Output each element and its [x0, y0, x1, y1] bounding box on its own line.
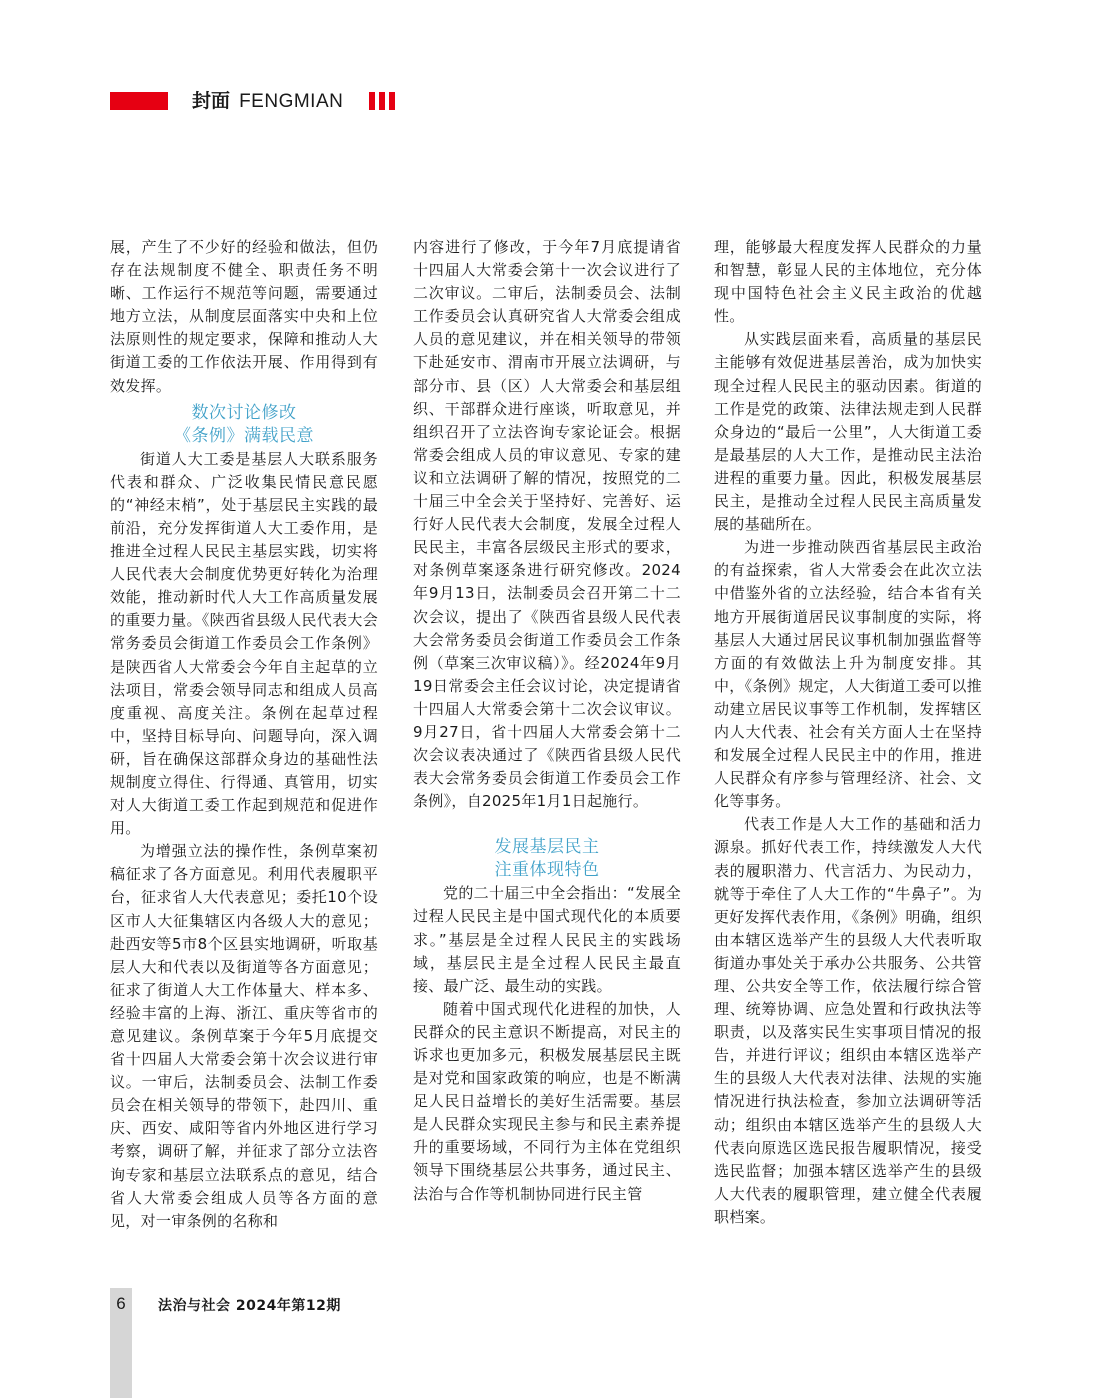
paragraph: 随着中国式现代化进程的加快，人民群众的民主意识不断提高，对民主的诉求也更加多元，积极发展基层民主既是对党和国家政策的响应，也是不断满足人民日益增长的美好生活需要。基层是人民群众实现民主参与和民主素养提升的重要场域，不同行为主体在党组织领导下围绕基层公共事务，通过民主、法治与合作等机制协同进行民主管: [413, 999, 681, 1203]
article-column-3: [714, 236, 982, 1229]
paragraph: 为增强立法的操作性，条例草案初稿征求了各方面意见。利用代表履职平台，征求省人大代表意见；委托10个设区市人大征集辖区内各级人大的意见；赴西安等5市8个区县实地调研，听取基层人大和代表以及街道等各方面意见；征求了街道人大工作体量大、样本多、经验丰富的上海、浙江、重庆等省市的意见建议。条例草案于今年5月底提交省十四届人大常委会第十次会议进行审议。一审后，法制委员会、法制工作委员会在相关领导的带领下，赴四川、重庆、西安、咸阳等省内外地区进行学习考察，调研了解，并征求了部分立法咨询专家和基层立法联系点的意见，结合省人大常委会组成人员等各方面的意见，对一审条例的名称和: [110, 842, 378, 1230]
section-heading: [110, 402, 378, 448]
section-heading-line1: 发展基层民主: [494, 837, 600, 858]
paragraph: 从实践层面来看，高质量的基层民主能够有效促进基层善治，成为加快实现全过程人民民主的驱动因素。街道的工作是党的政策、法律法规走到人民群众身边的“最后一公里”，人大街道工委是最基层的人大工作，是推动民主法治进程的重要力量。因此，积极发展基层民主，是推动全过程人民民主高质量发展的基础所在。: [714, 330, 982, 534]
paragraph: 内容进行了修改，于今年7月底提请省十四届人大常委会第十一次会议进行了二次审议。二审后，法制委员会、法制工作委员会认真研究省人大常委会组成人员的意见建议，并在相关领导的带领下赴延安市、渭南市开展立法调研，与部分市、县（区）人大常委会和基层组织、干部群众进行座谈，听取意见，并组织召开了立法咨询专家论证会。根据常委会组成人员的审议意见、专家的建议和立法调研了解的情况，按照党的二十届三中全会关于坚持好、完善好、运行好人民代表大会制度，发展全过程人民民主，丰富各层级民主形式的要求，对条例草案逐条进行研究修改。2024年9月13日，法制委员会召开第二十二次会议，提出了《陕西省县级人民代表大会常务委员会街道工作委员会工作条例（草案三次审议稿）》。经2024年9月19日常委会主任会议讨论，决定提请省十四届人大常委会第十二次会议审议。9月27日，省十四届人大常委会第十二次会议表决通过了《陕西省县级人民代表大会常务委员会街道工作委员会工作条例》，自2025年1月1日起施行。: [413, 238, 681, 811]
journal-issue-label: 法治与社会 2024年第12期: [158, 1298, 341, 1314]
paragraph: 理，能够最大程度发挥人民群众的力量和智慧，彰显人民的主体地位，充分体现中国特色社会主义民主政治的优越性。: [714, 238, 982, 326]
section-title-en: FENGMIAN: [239, 91, 344, 112]
section-header: [110, 90, 410, 112]
paragraph: 代表工作是人大工作的基础和活力源泉。抓好代表工作，持续激发人大代表的履职潜力、代言活力、为民动力，就等于牵住了人大工作的“牛鼻子”。为更好发挥代表作用，《条例》明确，组织由本辖区选举产生的县级人大代表听取街道办事处关于承办公共服务、公共管理、公共安全等工作，依法履行综合管理、统筹协调、应急处置和行政执法等职责，以及落实民生实事项目情况的报告，并进行评议；组织由本辖区选举产生的县级人大代表对法律、法规的实施情况进行执法检查，参加立法调研等活动；组织由本辖区选举产生的县级人大代表向原选区选民报告履职情况，接受选民监督；加强本辖区选举产生的县级人大代表的履职管理，建立健全代表履职档案。: [714, 815, 982, 1226]
page-number: 6: [116, 1294, 126, 1313]
section-title: [192, 90, 343, 113]
section-heading-line1: 数次讨论修改: [191, 402, 297, 423]
article-column-1: [110, 236, 378, 1233]
article-column-2: [413, 236, 681, 1206]
header-stripes-decoration: [369, 92, 395, 110]
section-heading: [413, 836, 681, 882]
section-title-cn: 封面: [192, 90, 231, 112]
section-heading-line2: 注重体现特色: [494, 860, 600, 881]
paragraph: 党的二十届三中全会指出：“发展全过程人民民主是中国式现代化的本质要求。”基层是全过程人民民主的实践场域，基层民主是全过程人民民主最直接、最广泛、最生动的实践。: [413, 884, 681, 995]
paragraph: 为进一步推动陕西省基层民主政治的有益探索，省人大常委会在此次立法中借鉴外省的立法经验，结合本省有关地方开展街道居民议事制度的实际，将基层人大通过居民议事机制加强监督等方面的有效做法上升为制度安排。其中，《条例》规定，人大街道工委可以推动建立居民议事等工作机制，发挥辖区内人大代表、社会有关方面人士在坚持和发展全过程人民民主中的作用，推进人民群众有序参与管理经济、社会、文化等事务。: [714, 538, 982, 811]
header-red-bar: [110, 92, 168, 110]
section-heading-line2: 《条例》满载民意: [174, 425, 314, 446]
paragraph: 街道人大工委是基层人大联系服务代表和群众、广泛收集民情民意民愿的“神经末梢”，处于基层民主实践的最前沿，充分发挥街道人大工委作用，是推进全过程人民民主基层实践，切实将人民代表大会制度优势更好转化为治理效能，推动新时代人大工作高质量发展的重要力量。《陕西省县级人民代表大会常务委员会街道工作委员会工作条例》是陕西省人大常委会今年自主起草的立法项目，常委会领导同志和组成人员高度重视、高度关注。条例在起草过程中，坚持目标导向、问题导向，深入调研，旨在确保这部群众身边的基础性法规制度立得住、行得通、真管用，切实对人大街道工委工作起到规范和促进作用。: [110, 449, 378, 838]
paragraph: 展，产生了不少好的经验和做法，但仍存在法规制度不健全、职责任务不明晰、工作运行不规范等问题，需要通过地方立法，从制度层面落实中央和上位法原则性的规定要求，保障和推动人大街道工委的工作依法开展、作用得到有效发挥。: [110, 238, 378, 395]
